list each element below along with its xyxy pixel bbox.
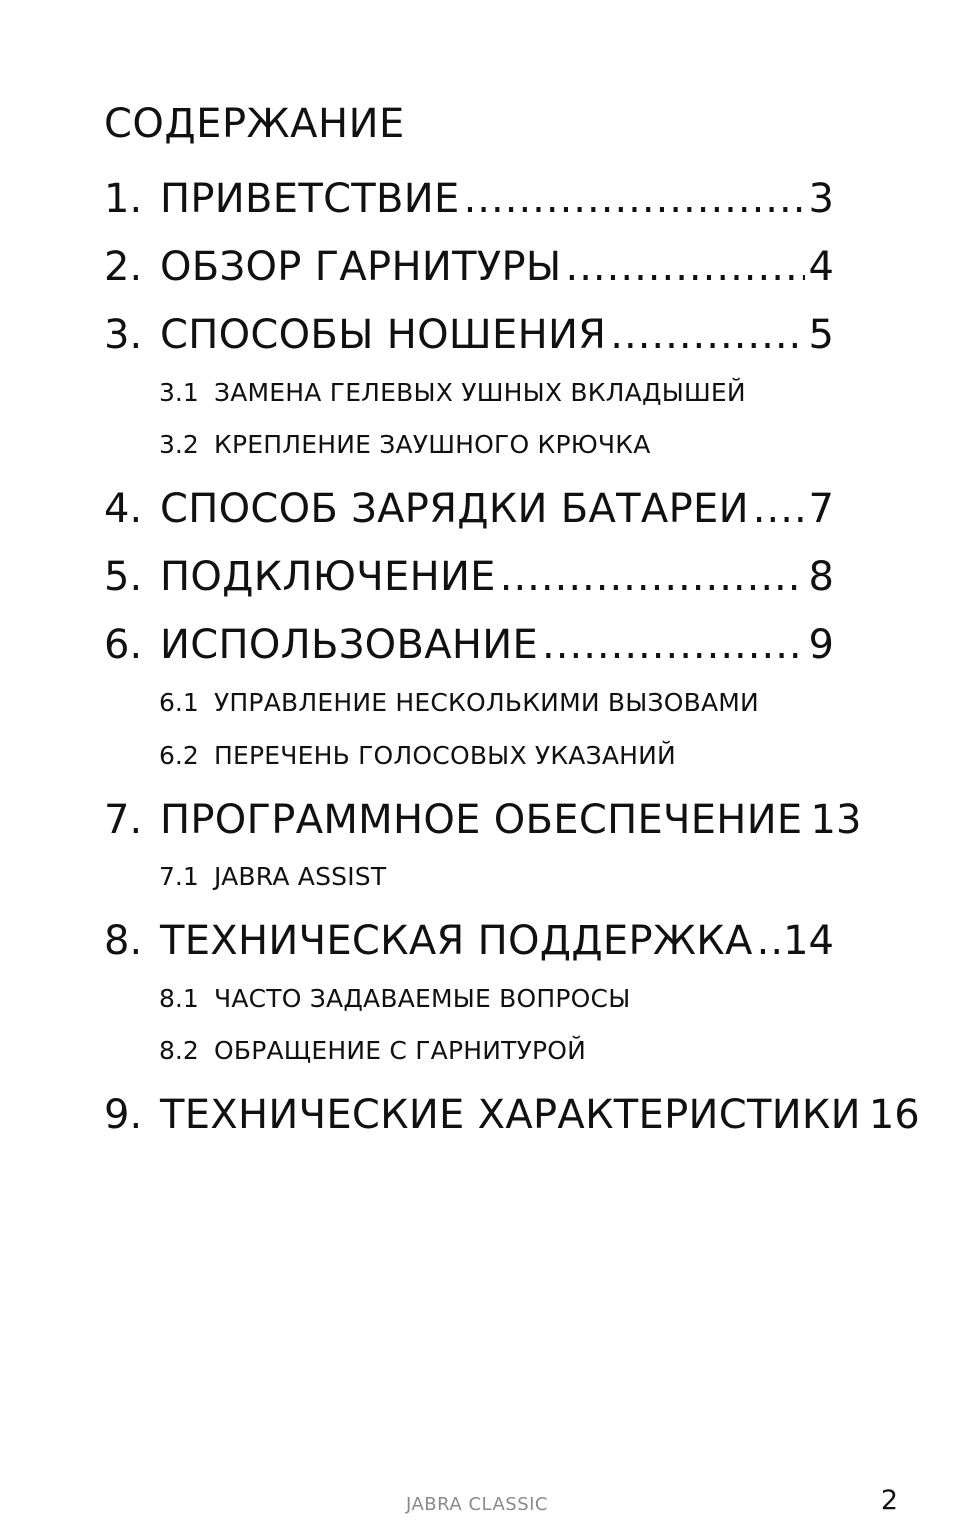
toc-subentry-number: 3.2	[159, 430, 199, 459]
toc-subentry-number: 8.2	[159, 1036, 199, 1065]
toc-entry-8[interactable]	[104, 914, 834, 968]
toc-entry-4[interactable]	[104, 482, 834, 536]
toc-subentry-number: 7.1	[159, 862, 199, 891]
toc-entry-number: 6.	[104, 622, 143, 668]
toc-entry-label: ОБЗОР ГАРНИТУРЫ	[160, 244, 562, 290]
toc-entry-label: ПОДКЛЮЧЕНИЕ	[160, 554, 496, 600]
dot-leader	[464, 172, 805, 226]
toc-entry-7[interactable]	[104, 793, 862, 847]
toc-entry-page: 4	[808, 244, 834, 290]
toc-subentry-label: УПРАВЛЕНИЕ НЕСКОЛЬКИМИ ВЫЗОВАМИ	[214, 688, 759, 717]
dot-leader	[757, 914, 779, 968]
toc-entry-page: 13	[810, 797, 862, 843]
toc-entry-1[interactable]	[104, 172, 834, 226]
toc-entry-number: 2.	[104, 244, 143, 290]
dot-leader	[500, 550, 805, 604]
toc-subentry-number: 6.2	[159, 741, 199, 770]
page-number: 2	[880, 1485, 898, 1516]
toc-subentry-label: ЗАМЕНА ГЕЛЕВЫХ УШНЫХ ВКЛАДЫШЕЙ	[214, 378, 746, 407]
toc-entry-2[interactable]	[104, 240, 834, 294]
toc-entry-page: 3	[808, 176, 834, 222]
toc-entry-number: 9.	[104, 1092, 143, 1138]
toc-subentry-number: 6.1	[159, 688, 199, 717]
toc-entry-label: СПОСОБ ЗАРЯДКИ БАТАРЕИ	[160, 486, 749, 532]
toc-subentry-label: ЧАСТО ЗАДАВАЕМЫЕ ВОПРОСЫ	[214, 984, 631, 1013]
toc-entry-page: 14	[783, 918, 834, 964]
toc-entry-page: 9	[808, 622, 834, 668]
toc-entry-page: 7	[808, 486, 834, 532]
toc-entry-5[interactable]	[104, 550, 834, 604]
toc-subentry-number: 8.1	[159, 984, 199, 1013]
dot-leader	[610, 308, 804, 362]
toc-title: СОДЕРЖАНИЕ	[104, 101, 405, 147]
toc-entry-9[interactable]	[104, 1088, 920, 1142]
toc-subentry-label: ОБРАЩЕНИЕ С ГАРНИТУРОЙ	[214, 1036, 587, 1065]
toc-subentry-8-2[interactable]	[159, 1034, 586, 1068]
toc-entry-number: 8.	[104, 918, 143, 964]
toc-entry-3[interactable]	[104, 308, 834, 362]
toc-entry-label: ПРИВЕТСТВИЕ	[160, 176, 460, 222]
toc-entry-6[interactable]	[104, 618, 834, 672]
footer-brand: JABRA CLASSIC	[405, 1494, 549, 1515]
dot-leader	[542, 618, 805, 672]
dot-leader	[566, 240, 805, 294]
toc-subentry-label: ПЕРЕЧЕНЬ ГОЛОСОВЫХ УКАЗАНИЙ	[214, 741, 676, 770]
toc-entry-page: 16	[868, 1092, 920, 1138]
toc-subentry-3-2[interactable]	[159, 428, 651, 462]
toc-subentry-6-1[interactable]	[159, 686, 759, 720]
toc-entry-number: 4.	[104, 486, 143, 532]
toc-subentry-label: JABRA ASSIST	[214, 862, 387, 891]
toc-subentry-6-2[interactable]	[159, 739, 676, 773]
toc-subentry-3-1[interactable]	[159, 376, 746, 410]
toc-entry-label: ПРОГРАММНОЕ ОБЕСПЕЧЕНИЕ	[160, 797, 803, 843]
toc-subentry-number: 3.1	[159, 378, 199, 407]
toc-entry-page: 5	[808, 312, 834, 358]
toc-entry-label: СПОСОБЫ НОШЕНИЯ	[160, 312, 607, 358]
toc-entry-page: 8	[808, 554, 834, 600]
toc-subentry-label: КРЕПЛЕНИЕ ЗАУШНОГО КРЮЧКА	[214, 430, 651, 459]
toc-entry-label: ТЕХНИЧЕСКИЕ ХАРАКТЕРИСТИКИ	[160, 1092, 861, 1138]
toc-subentry-8-1[interactable]	[159, 982, 630, 1016]
toc-subentry-7-1[interactable]	[159, 860, 386, 894]
toc-entry-number: 7.	[104, 797, 143, 843]
toc-entry-number: 3.	[104, 312, 143, 358]
toc-entry-number: 5.	[104, 554, 143, 600]
toc-entry-label: ТЕХНИЧЕСКАЯ ПОДДЕРЖКА	[160, 918, 753, 964]
dot-leader	[753, 482, 805, 536]
toc-entry-label: ИСПОЛЬЗОВАНИЕ	[160, 622, 539, 668]
toc-entry-number: 1.	[104, 176, 143, 222]
